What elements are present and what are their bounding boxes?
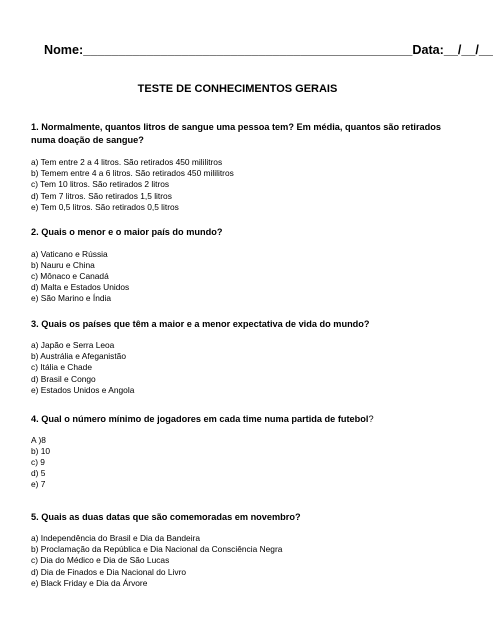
question-5 [31, 511, 444, 590]
option-b: b) Austrália e Afeganistão [31, 351, 126, 362]
question-4 [31, 413, 444, 491]
question-3 [31, 318, 444, 397]
option-c: c) Tem 10 litros. São retirados 2 litros [31, 179, 170, 190]
option-a: a) Tem entre 2 a 4 litros. São retirados 450 mililitros [31, 157, 223, 167]
date-label: Data: [412, 43, 444, 57]
option-e: e) Estados Unidos e Angola [31, 384, 135, 395]
options-list [31, 533, 444, 589]
option-b: b) Temem entre 4 a 6 litros. São retirados 450 mililitros [31, 168, 234, 179]
option-d: d) 5 [31, 468, 46, 479]
option-e: e) São Marino e Índia [31, 293, 112, 304]
option-d: d) Dia de Finados e Dia Nacional do Livro [31, 566, 187, 577]
name-blank: _______________________________________________ [83, 43, 413, 57]
option-c: c) Itália e Chade [31, 362, 92, 373]
question-text [31, 121, 444, 146]
question-3-text: 3. Quais os países que têm a maior e a menor expectativa de vida do mundo? [31, 318, 370, 329]
question-1-text: 1. Normalmente, quantos litros de sangue uma pessoa tem? Em média, quantos são retirados numa doação de sangue? [31, 122, 441, 145]
question-5-text: 5. Quais as duas datas que são comemoradas em novembro? [31, 511, 301, 522]
options-list [31, 157, 444, 213]
option-b: b) Proclamação da República e Dia Nacional da Consciência Negra [31, 544, 283, 555]
option-a: a) Independência do Brasil e Dia da Bandeira [31, 533, 201, 544]
question-4-text: 4. Qual o número mínimo de jogadores em cada time numa partida de futebol [31, 414, 369, 425]
option-d: d) Brasil e Congo [31, 373, 96, 384]
option-b: b) Nauru e China [31, 259, 95, 270]
option-e: e) 7 [31, 479, 46, 490]
option-b: b) 10 [31, 445, 51, 456]
option-d: d) Tem 7 litros. São retirados 1,5 litros [31, 190, 172, 201]
question-2-text: 2. Quais o menor e o maior país do mundo? [31, 227, 223, 238]
options-list [31, 340, 444, 396]
option-e: e) Tem 0,5 litros. São retirados 0,5 litros [31, 201, 179, 212]
question-text [31, 511, 444, 524]
name-label: Nome: [44, 43, 84, 57]
option-a: A )8 [31, 434, 46, 445]
option-c: c) Mônaco e Canadá [31, 270, 109, 281]
options-list [31, 249, 444, 305]
question-4-suffix: ? [368, 414, 374, 425]
option-c: c) 9 [31, 456, 45, 467]
document-title: TESTE DE CONHECIMENTOS GERAIS [137, 83, 338, 95]
question-text [31, 226, 444, 239]
question-1 [31, 121, 444, 213]
date-blank: __/__/__ [443, 43, 493, 57]
question-2 [31, 226, 444, 305]
option-a: a) Japão e Serra Leoa [31, 340, 115, 351]
option-e: e) Black Friday e Dia da Árvore [31, 577, 148, 588]
header-line [44, 42, 493, 58]
option-c: c) Dia do Médico e Dia de São Lucas [31, 555, 170, 566]
question-text [31, 413, 444, 426]
option-d: d) Malta e Estados Unidos [31, 282, 130, 293]
options-list [31, 435, 444, 491]
question-text [31, 318, 444, 331]
option-a: a) Vaticano e Rússia [31, 248, 108, 259]
